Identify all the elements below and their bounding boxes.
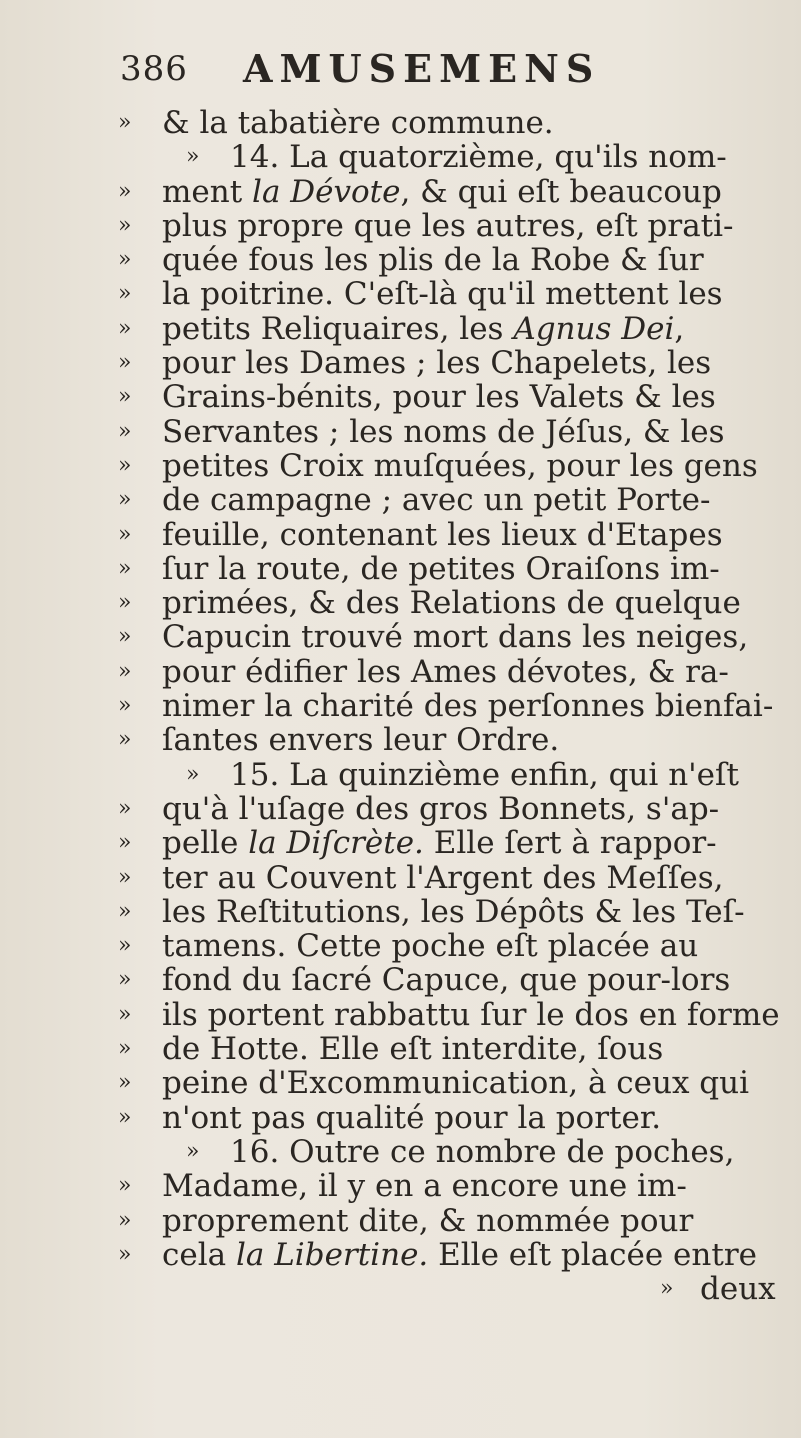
quotation-mark: » [118,1036,132,1062]
italic-text: Agnus Dei [513,310,675,347]
text-line [0,140,801,174]
line-text [162,586,741,620]
text-run: qu'à l'uſage des gros Bonnets, s'ap- [162,790,720,827]
line-text [162,792,719,826]
text-run: Elle eſt placée entre [428,1236,757,1273]
text-line [0,586,801,620]
text-run: petits Reliquaires, les [162,310,514,347]
line-text [162,175,722,209]
line-text [162,415,725,449]
quotation-mark: » [118,590,132,616]
line-text [162,929,698,963]
body-text [0,106,801,1306]
quotation-mark: » [118,693,132,719]
quotation-mark: » [118,384,132,410]
line-text [162,209,734,243]
text-line [0,1066,801,1100]
text-line [0,1169,801,1203]
line-text [162,106,554,140]
text-line [0,415,801,449]
text-line [0,175,801,209]
quotation-mark: » [186,144,200,170]
text-run: ſur la route, de petites Oraiſons im- [162,550,720,587]
quotation-mark: » [660,1276,674,1302]
text-line [0,106,801,140]
text-line [0,620,801,654]
quotation-mark: » [186,1138,200,1164]
quotation-mark: » [118,967,132,993]
text-run: , [674,310,685,347]
text-line [0,655,801,689]
quotation-mark: » [118,1207,132,1233]
line-text [162,1169,687,1203]
text-run: Madame, il y en a encore une im- [162,1168,687,1205]
quotation-mark: » [118,795,132,821]
text-run: feuille, contenant les lieux d'Etapes [162,516,723,553]
text-run: de Hotte. Elle eſt interdite, ſous [162,1031,664,1068]
text-line [0,277,801,311]
quotation-mark: » [118,1173,132,1199]
text-run: peine d'Excommunication, à ceux qui [162,1065,750,1102]
text-run: fond du ſacré Capuce, que pour-lors [162,962,731,999]
line-text [162,1101,661,1135]
text-run: tamens. Cette poche eſt placée au [162,928,699,965]
line-text [162,346,711,380]
text-run: la poitrine. C'eſt-là qu'il mettent les [162,276,723,313]
line-text [162,963,730,997]
italic-text: la Diſcrète. [248,825,424,862]
text-line [0,963,801,997]
text-line [0,346,801,380]
text-line [0,1135,801,1169]
line-text [162,449,758,483]
text-run: 15. La quinzième enfin, qui n'eſt [230,756,739,793]
text-run: de campagne ; avec un petit Porte- [162,482,711,519]
quotation-mark: » [118,933,132,959]
text-run: nimer la charité des perſonnes bienfai- [162,688,774,725]
line-text [162,861,723,895]
text-run: primées, & des Relations de quelque [162,585,741,622]
line-text [162,689,773,723]
quotation-mark: » [118,898,132,924]
text-line [0,209,801,243]
text-run: Capucin trouvé mort dans les neiges, [162,619,749,656]
text-run: deux [700,1271,776,1308]
quotation-mark: » [118,247,132,273]
line-text [162,243,704,277]
text-line [0,1032,801,1066]
text-line [0,998,801,1032]
line-text [162,1066,749,1100]
line-text [162,1032,663,1066]
text-line [0,243,801,277]
text-run: ils portent rabbattu ſur le dos en forme [162,996,780,1033]
text-run: cela [162,1236,236,1273]
text-run: Servantes ; les noms de Jéſus, & les [162,413,725,450]
text-line [0,929,801,963]
text-run: ſantes envers leur Ordre. [162,722,560,759]
quotation-mark: » [118,1241,132,1267]
text-line [0,826,801,860]
text-line [0,380,801,414]
line-text [162,895,745,929]
quotation-mark: » [118,521,132,547]
catchword-line [0,1272,801,1306]
text-line [0,1238,801,1272]
italic-text: la Libertine. [235,1236,429,1273]
quotation-mark: » [118,555,132,581]
text-run: 16. Outre ce nombre de poches, [230,1133,735,1170]
line-text [162,1204,693,1238]
line-text [162,380,716,414]
text-line [0,1101,801,1135]
text-line [0,689,801,723]
text-run: ment [162,173,253,210]
line-text [230,140,727,174]
text-line [0,483,801,517]
text-run: quée fous les plis de la Robe & ſur [162,242,704,279]
text-line [0,895,801,929]
line-text [162,277,723,311]
line-text [162,826,717,860]
quotation-mark: » [118,727,132,753]
quotation-mark: » [186,761,200,787]
text-run: & la tabatière commune. [162,105,554,141]
catchword [700,1272,776,1306]
text-line [0,758,801,792]
text-run: Elle ſert à rappor- [423,825,717,862]
quotation-mark: » [118,315,132,341]
text-run: Grains-bénits, pour les Valets & les [162,379,716,416]
running-title: AMUSEMENS [243,46,601,91]
italic-text: la Dévote [252,173,401,210]
text-line [0,861,801,895]
text-run: ter au Couvent l'Argent des Meſſes, [162,859,724,896]
quotation-mark: » [118,1070,132,1096]
line-text [162,723,559,757]
line-text [162,483,711,517]
line-text [162,518,723,552]
text-line [0,312,801,346]
text-run: pour édifier les Ames dévotes, & ra- [162,653,729,690]
quotation-mark: » [118,624,132,650]
page-header [120,46,760,92]
quotation-mark: » [118,281,132,307]
page-number: 386 [120,49,188,89]
quotation-mark: » [118,487,132,513]
line-text [162,998,780,1032]
text-run: , & qui eſt beaucoup [400,173,722,210]
line-text [162,655,729,689]
quotation-mark: » [118,864,132,890]
text-line [0,552,801,586]
quotation-mark: » [118,110,132,135]
quotation-mark: » [118,350,132,376]
text-line [0,1204,801,1238]
line-text [230,1135,734,1169]
text-line [0,449,801,483]
text-line [0,518,801,552]
text-run: 14. La quatorzième, qu'ils nom- [230,139,727,176]
line-text [162,312,684,346]
line-text [162,620,748,654]
text-run: n'ont pas qualité pour la porter. [162,1099,662,1136]
quotation-mark: » [118,418,132,444]
text-run: petites Croix muſquées, pour les gens [162,447,758,484]
quotation-mark: » [118,1104,132,1130]
quotation-mark: » [118,658,132,684]
text-run: pelle [162,825,249,862]
quotation-mark: » [118,830,132,856]
text-line [0,792,801,826]
text-run: proprement dite, & nommée pour [162,1202,694,1239]
line-text [162,552,720,586]
text-run: plus propre que les autres, eſt prati- [162,207,734,244]
quotation-mark: » [118,1001,132,1027]
quotation-mark: » [118,178,132,204]
text-line [0,723,801,757]
line-text [162,1238,757,1272]
line-text [230,758,739,792]
quotation-mark: » [118,452,132,478]
text-run: les Reſtitutions, les Dépôts & les Teſ- [162,893,745,930]
quotation-mark: » [118,212,132,238]
text-run: pour les Dames ; les Chapelets, les [162,345,712,382]
